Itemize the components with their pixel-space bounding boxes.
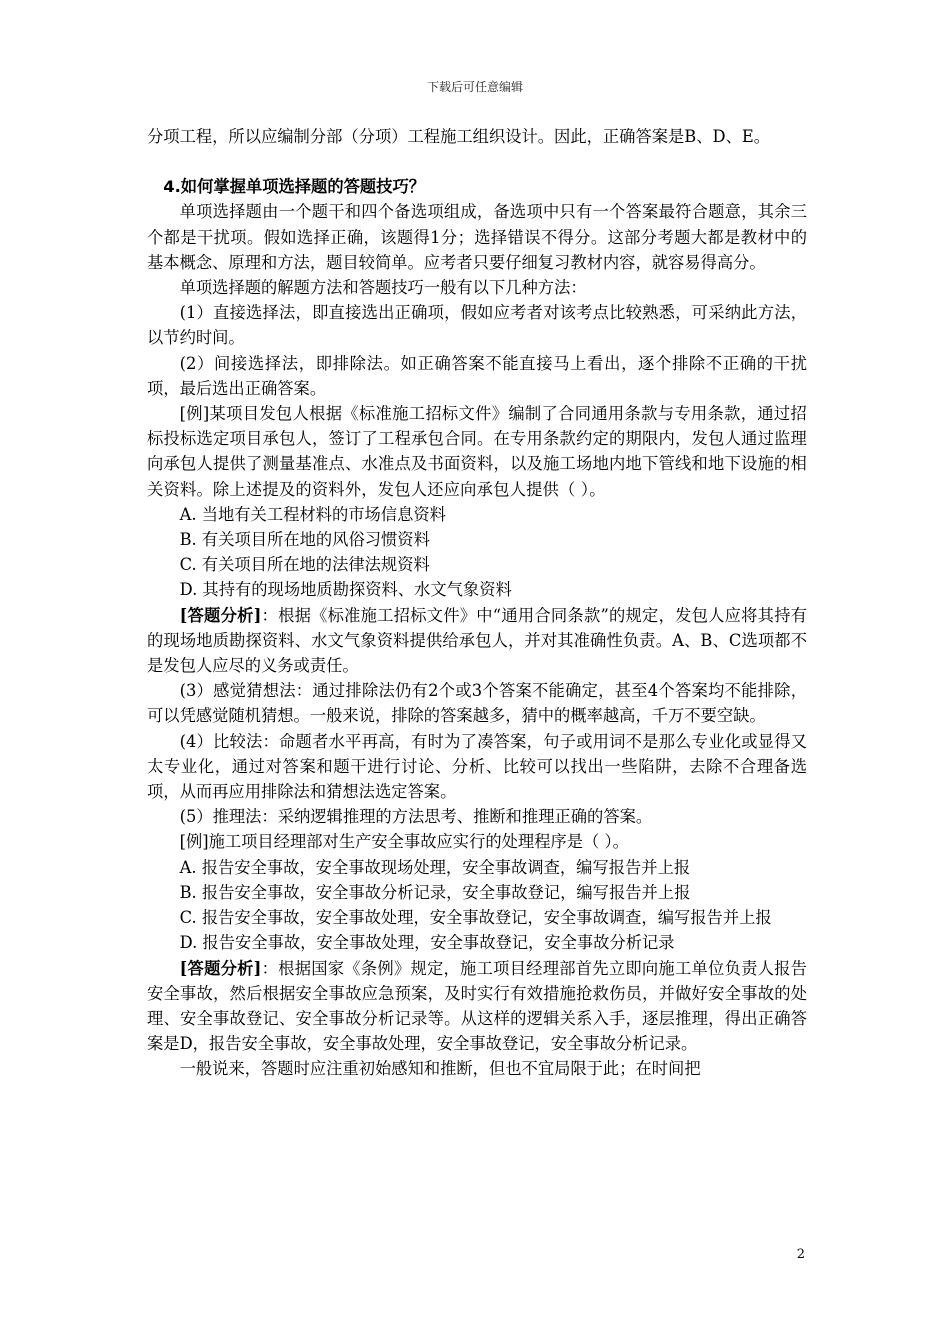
section-heading: 4.如何掌握单项选择题的答题技巧？ bbox=[163, 177, 426, 197]
answer-analysis bbox=[147, 956, 807, 1057]
page-header: 下载后可任意编辑 bbox=[426, 80, 523, 94]
option-c: C. 报告安全事故，安全事故处理，安全事故登记，安全事故调查，编写报告并上报 bbox=[179, 908, 772, 928]
paragraph: (5）推理法：采纳逻辑推理的方法思考、推断和推理正确的答案。 bbox=[179, 807, 653, 827]
answer-analysis-text: ：根据《标准施工招标文件》中“通用合同条款”的规定，发包人应将其持有的现场地质勘探资料、水文气象资料提供给承包人，并对其准确性负责。A、B、C选项都不是发包人应尽的义务或责任。 bbox=[147, 605, 807, 676]
option-a: A. 报告安全事故，安全事故现场处理，安全事故调查，编写报告并上报 bbox=[179, 857, 691, 877]
option-a: A. 当地有关工程材料的市场信息资料 bbox=[179, 504, 446, 524]
option-b: B. 有关项目所在地的风俗习惯资料 bbox=[179, 530, 430, 550]
option-c: C. 有关项目所在地的法律法规资料 bbox=[179, 555, 430, 575]
answer-analysis bbox=[147, 603, 807, 679]
example-question: [例]某项目发包人根据《标准施工招标文件》编制了合同通用条款与专用条款，通过招标投标选定项目承包人，签订了工程承包合同。在专用条款约定的期限内，发包人通过监理向承包人提供了测量基准点、水准点及书面资料，以及施工场地内地下管线和地下设施的相关资料。除上述提及的资料外，发包人还应向承包人提供（ ）。 bbox=[147, 404, 807, 499]
paragraph: (4）比较法：命题者水平再高，有时为了凑答案，句子或用词不是那么专业化或显得又太专业化，通过对答案和题干进行讨论、分析、比较可以找出一些陷阱，去除不合理备选项，从而再应用排除法和猜想法选定答案。 bbox=[147, 731, 807, 802]
paragraph: 单项选择题的解题方法和答题技巧一般有以下几种方法： bbox=[179, 278, 587, 298]
paragraph: (3）感觉猜想法：通过排除法仍有2个或3个答案不能确定，甚至4个答案均不能排除，可以凭感觉随机猜想。一般来说，排除的答案越多，猜中的概率越高，千万不要空缺。 bbox=[147, 681, 807, 726]
answer-analysis-label: [答题分析] bbox=[179, 605, 262, 625]
example-question: [例]施工项目经理部对生产安全事故应实行的处理程序是（ ）。 bbox=[179, 832, 629, 852]
paragraph: 一般说来，答题时应注重初始感知和推断，但也不宜局限于此；在时间把 bbox=[179, 1059, 701, 1079]
answer-analysis-label: [答题分析] bbox=[179, 958, 262, 978]
answer-analysis-text: ：根据国家《条例》规定，施工项目经理部首先立即向施工单位负责人报告安全事故，然后根据安全事故应急预案，及时实行有效措施抢救伤员，并做好安全事故的处理、安全事故登记、安全事故分析记录等。从这样的逻辑关系入手，逐层推理，得出正确答案是D，报告安全事故，安全事故处理，安全事故登记，安全事故分析记录。 bbox=[147, 958, 807, 1054]
paragraph: (1）直接选择法，即直接选出正确项，假如应考者对该考点比较熟悉，可采纳此方法，以节约时间。 bbox=[147, 303, 807, 348]
document-body bbox=[147, 124, 807, 1082]
option-b: B. 报告安全事故，安全事故分析记录，安全事故登记，编写报告并上报 bbox=[179, 882, 691, 902]
option-d: D. 其持有的现场地质勘探资料、水文气象资料 bbox=[179, 580, 512, 600]
option-d: D. 报告安全事故，安全事故处理，安全事故登记，安全事故分析记录 bbox=[179, 933, 675, 953]
paragraph: 单项选择题由一个题干和四个备选项组成，备选项中只有一个答案最符合题意，其余三个都是干扰项。假如选择正确，该题得1分；选择错误不得分。这部分考题大都是教材中的基本概念、原理和方法，题目较简单。应考者只要仔细复习教材内容，就容易得高分。 bbox=[147, 202, 807, 272]
paragraph: (2）间接选择法，即排除法。如正确答案不能直接马上看出，逐个排除不正确的干扰项，最后选出正确答案。 bbox=[147, 353, 807, 398]
page-number: 2 bbox=[796, 1247, 805, 1262]
paragraph: 分项工程，所以应编制分部（分项）工程施工组织设计。因此，正确答案是B、D、E。 bbox=[147, 127, 771, 146]
